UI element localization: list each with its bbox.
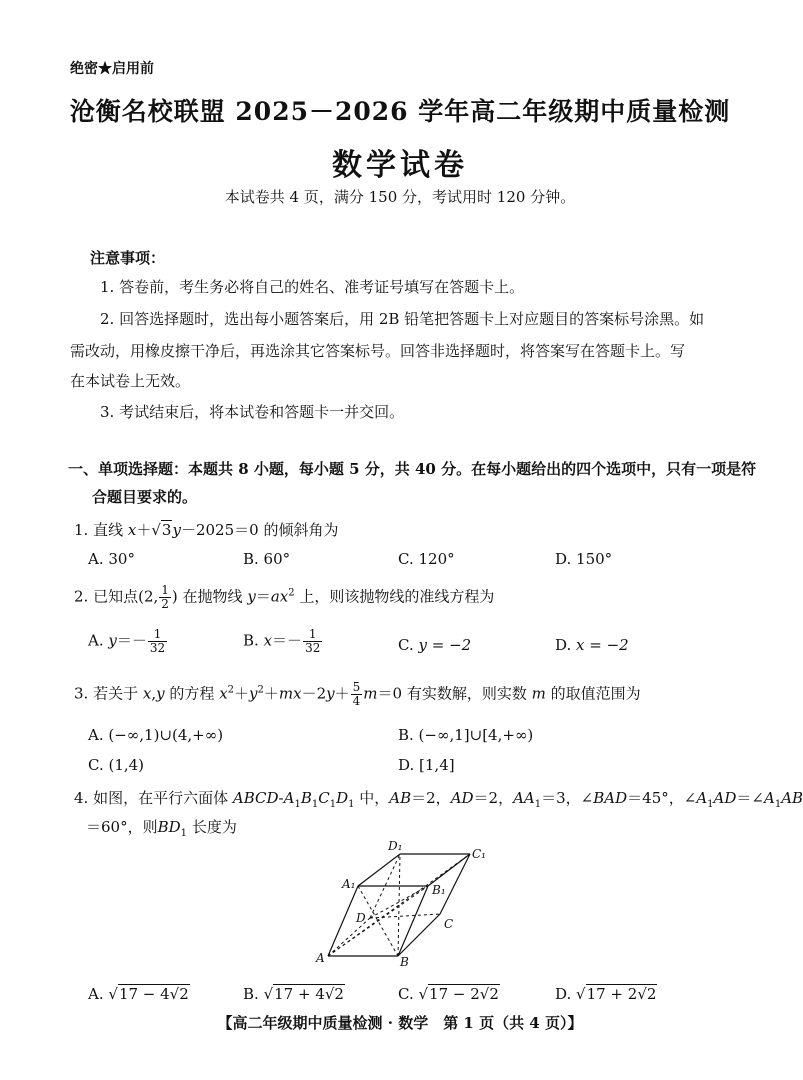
vertex-c: C xyxy=(444,917,454,931)
q2-option-c: C. y = −2 xyxy=(398,636,472,654)
q1-option-a: A. 30° xyxy=(88,550,135,568)
q3-option-d: D. [1,4] xyxy=(398,756,455,774)
edge-bc xyxy=(398,914,440,956)
q3-stem: 3. 若关于 xyxy=(74,684,139,703)
q3-option-a: A. (−∞,1)∪(4,+∞) xyxy=(88,726,224,744)
q4-option-b: B. √17 + 4√2 xyxy=(243,985,344,1003)
vertex-c1: C₁ xyxy=(472,847,486,861)
question-3: 3. 若关于 x,y 的方程 $x^2+y^2+mx-2y+$ $\frac{5}{4}$ m＝0 有实数解，则实数 m 的取值范围为 xyxy=(74,680,641,708)
question-2: 2. 已知点(2, $\frac{1}{2}$ ) 在抛物线 $y=ax^2$ 上，则该抛物线的准线方程为 xyxy=(74,583,495,611)
exam-subject: 数学试卷 xyxy=(332,148,468,183)
edge-b1c1 xyxy=(428,854,470,886)
q2-option-a: A. y＝－ $\frac{1}{32}$ xyxy=(88,627,166,655)
q2-stem: 2. 已知点 xyxy=(74,587,139,606)
q4-option-a: A. √17 − 4√2 xyxy=(88,985,189,1003)
notes-heading: 注意事项： xyxy=(90,249,166,267)
q4-tail: 长度为 xyxy=(191,818,237,836)
q3-option-c: C. (1,4) xyxy=(88,756,145,774)
edge-dc xyxy=(370,914,440,918)
note-2: 2. 回答选择题时，选出每小题答案后，用 2B 铅笔把答题卡上对应题目的答案标号涂黑。如 xyxy=(100,310,705,328)
q4-option-c: C. √17 − 2√2 xyxy=(398,985,499,1003)
exam-info: 本试卷共 4 页，满分 150 分，考试用时 120 分钟。 xyxy=(224,188,576,206)
question-4: 4. 如图，在平行六面体 ABCD-$A_1B_1C_1D_1$ 中，AB＝2，AD＝2，$AA_1=3$，∠BAD＝45°，$\angle A_1AD=\angle A_1AB$ xyxy=(74,789,803,810)
parallelepiped-figure xyxy=(300,836,500,969)
vertex-d1: D₁ xyxy=(388,839,403,853)
q4-mid: 中， xyxy=(359,789,390,807)
note-2-end: 在本试卷上无效。 xyxy=(70,372,191,390)
vertex-a: A xyxy=(316,951,325,965)
confidential-mark: 绝密★启用前 xyxy=(70,61,154,77)
q2-option-d: D. x = −2 xyxy=(555,636,629,654)
question-4-cont: ＝60°，则$BD_1$ 长度为 xyxy=(86,818,237,839)
q3-mid: 的方程 xyxy=(169,684,215,703)
q4-stem: 4. 如图，在平行六面体 xyxy=(74,789,229,807)
vertex-b1: B₁ xyxy=(432,883,446,897)
note-2-cont: 需改动，用橡皮擦干净后，再选涂其它答案标号。回答非选择题时，将答案写在答题卡上。写 xyxy=(70,342,686,360)
q2-mid: 在抛物线 xyxy=(182,587,243,606)
question-1: 1. 直线 x＋√3y－2025＝0 的倾斜角为 xyxy=(74,521,339,539)
vertex-a1: A₁ xyxy=(342,877,356,891)
edge-a1d1 xyxy=(358,854,400,886)
q4-option-d: D. √17 + 2√2 xyxy=(555,985,657,1003)
q1-option-d: D. 150° xyxy=(555,550,613,568)
q1-stem: 1. 直线 xyxy=(74,521,124,539)
q2-option-b: B. x＝－ $\frac{1}{32}$ xyxy=(243,627,321,655)
q3-option-b: B. (−∞,1]∪[4,+∞) xyxy=(398,726,534,744)
note-1: 1. 答卷前，考生务必将自己的姓名、准考证号填写在答题卡上。 xyxy=(100,278,525,296)
exam-title: 沧衡名校联盟 2025－2026 学年高二年级期中质量检测 xyxy=(69,97,731,126)
q1-option-c: C. 120° xyxy=(398,550,455,568)
q1-option-b: B. 60° xyxy=(243,550,291,568)
vertex-d: D xyxy=(356,911,366,925)
section-heading-cont: 合题目要求的。 xyxy=(92,488,198,506)
section-heading: 一、单项选择题：本题共 8 小题，每小题 5 分，共 40 分。在每小题给出的四个选项中，只有一项是符 xyxy=(68,460,757,478)
q2-tail: 上，则该抛物线的准线方程为 xyxy=(299,587,495,606)
q1-tail: 的倾斜角为 xyxy=(263,521,339,539)
q3-tail: 的取值范围为 xyxy=(550,684,641,703)
page-footer: 【高二年级期中质量检测 · 数学 第 1 页（共 4 页）】 xyxy=(217,1014,583,1032)
q3-eq-tail: 有实数解，则实数 xyxy=(406,684,527,703)
q4-line2-tail: ，则 xyxy=(127,818,158,836)
vertex-b: B xyxy=(400,955,409,969)
note-3: 3. 考试结束后，将本试卷和答题卡一并交回。 xyxy=(100,403,405,421)
